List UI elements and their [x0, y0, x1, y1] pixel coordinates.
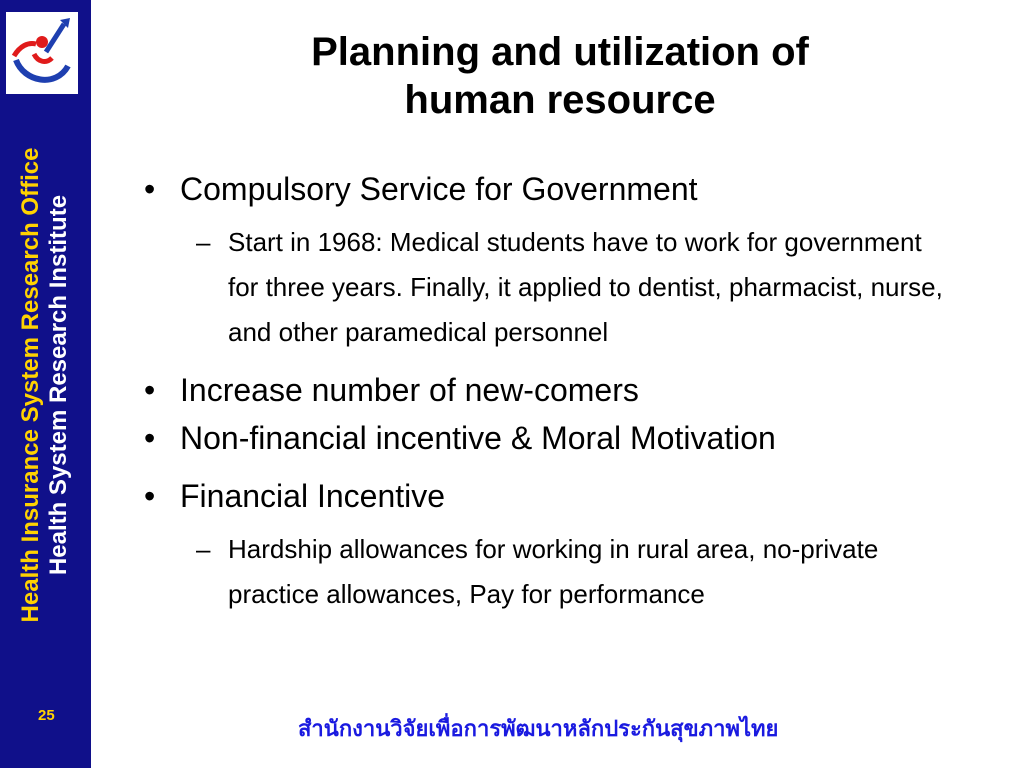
- title-line-1: Planning and utilization of: [311, 30, 809, 74]
- org-name: Health Insurance System Research Office: [17, 147, 44, 623]
- bullet-item: [140, 369, 970, 411]
- hisro-logo-icon: [6, 12, 78, 94]
- bullet-item: [140, 417, 970, 459]
- sidebar: [0, 0, 91, 768]
- sub-bullet-marker: –: [196, 227, 211, 257]
- sidebar-org-text: [17, 85, 73, 685]
- institute-name: Health System Research Institute: [45, 194, 72, 576]
- bullet-text: Compulsory Service for Government: [180, 171, 698, 207]
- bullet-text: Non-financial incentive & Moral Motivation: [180, 420, 776, 456]
- sub-bullet-text: Start in 1968: Medical students have to work for government for three years. Finally, it applied to dentist, pharmacist, nurse, and other paramedical personnel: [228, 227, 943, 347]
- sub-bullet-marker: –: [196, 534, 211, 564]
- bullet-marker: •: [144, 478, 156, 514]
- sub-bullet-item: [140, 527, 970, 617]
- slide-title: [160, 28, 960, 124]
- bullet-marker: •: [144, 372, 156, 408]
- bullet-text: Financial Incentive: [180, 478, 446, 514]
- sub-bullet-text: Hardship allowances for working in rural area, no-private practice allowances, Pay for performance: [228, 534, 879, 609]
- slide-content: [140, 168, 970, 617]
- bullet-item: [140, 168, 970, 210]
- bullet-item: [140, 475, 970, 517]
- title-line-2: human resource: [404, 78, 716, 122]
- footer-org-thai: สำนักงานวิจัยเพื่อการพัฒนาหลักประกันสุขภาพไทย: [298, 717, 779, 742]
- bullet-marker: •: [144, 420, 156, 456]
- page-number: 25: [38, 707, 55, 724]
- bullet-text: Increase number of new-comers: [180, 372, 639, 408]
- bullet-marker: •: [144, 171, 156, 207]
- sub-bullet-item: [140, 220, 970, 355]
